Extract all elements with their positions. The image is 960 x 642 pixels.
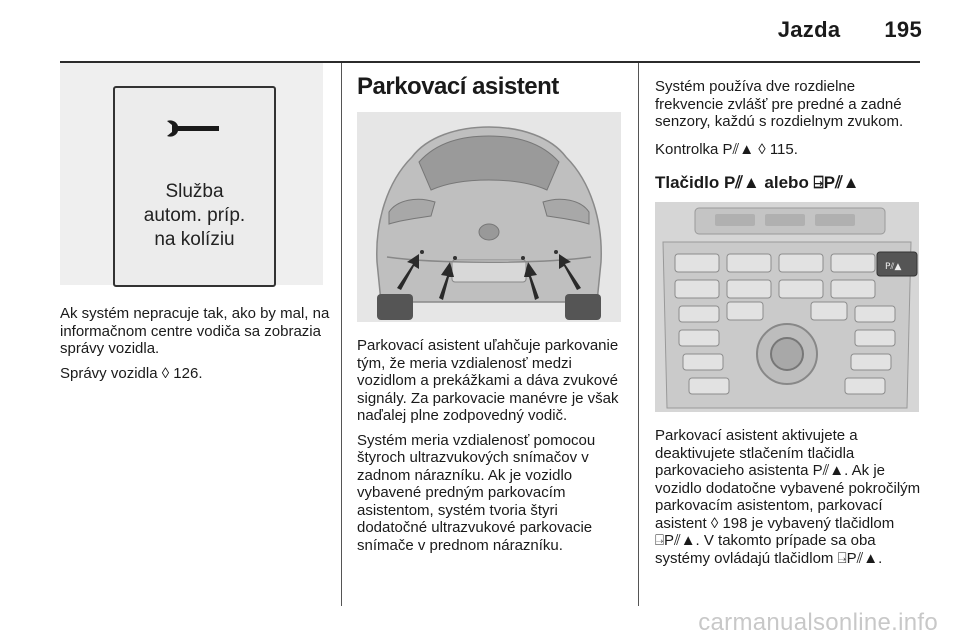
wrench-icon xyxy=(163,118,223,140)
right-paragraph-2: Kontrolka P⫽▲ ◊ 115. xyxy=(655,140,798,158)
middle-paragraph-1: Parkovací asistent uľahčuje parkovanie tým, že meria vzdialenosť medzi vozidlom a prekážkami a dáva zvukové signály. Za parkovacie manévre je však naďalej plne zodpovedný vodič. xyxy=(357,337,619,424)
left-paragraph-1: Ak systém nepracuje tak, ako by mal, na informačnom centre vodiča sa zobrazia správy vozidla. xyxy=(60,305,330,357)
section-heading: Parkovací asistent xyxy=(357,73,559,100)
right-paragraph-3: Parkovací asistent aktivujete a deaktivujete stlačením tlačidla parkovacieho asistenta P⫽▲. Ak je vozidlo dodatočne vybavené pokročilým parkovacím asistentom, parkovací asistent ◊ 198 je vybavený tlačidlom ⍈P⫽▲. V takomto prípade sa oba systémy ovládajú tlačidlom ⍈P⫽▲. xyxy=(655,427,921,567)
middle-heading-block xyxy=(357,73,627,100)
middle-paragraph-2: Systém meria vzdialenosť pomocou štyroch ultrazvukových snímačov v zadnom nárazníku. Ak je vozidlo vybavené predným parkovacím asistentom, systém tvoria štyri dodatočné ultrazvukové parkovacie snímače v prednom nárazníku. xyxy=(357,431,596,554)
svg-text:P⫽▲: P⫽▲ xyxy=(885,262,902,272)
center-console-panel-illustration xyxy=(655,202,919,412)
column-divider-1 xyxy=(341,63,342,606)
driver-info-display xyxy=(113,86,276,287)
car-rear-sensors-illustration xyxy=(357,112,621,322)
right-column-text-top xyxy=(655,78,927,192)
watermark: carmanualsonline.info xyxy=(698,609,938,636)
warning-display-figure xyxy=(60,63,323,285)
subsection-heading: Tlačidlo P⫽▲ alebo ⍈P⫽▲ xyxy=(655,173,860,192)
console-figure xyxy=(655,202,919,412)
column-divider-2 xyxy=(638,63,639,606)
display-line-2: autom. príp. xyxy=(143,205,246,226)
right-column-text-bottom xyxy=(655,427,927,574)
display-line-1: Služba xyxy=(165,181,224,202)
car-rear-figure xyxy=(357,112,621,322)
left-column-text xyxy=(60,305,332,389)
right-paragraph-1: Systém používa dve rozdielne frekvencie zvlášť pre predné a zadné senzory, každú s rozdielnym zvukom. xyxy=(655,78,904,130)
display-line-3: na kolíziu xyxy=(154,229,235,250)
display-message xyxy=(115,180,274,252)
section-title: Jazda xyxy=(777,17,841,42)
running-header xyxy=(778,17,922,43)
page-number: 195 xyxy=(884,17,922,42)
left-paragraph-2: Správy vozidla ◊ 126. xyxy=(60,364,203,382)
middle-column-text xyxy=(357,337,631,561)
